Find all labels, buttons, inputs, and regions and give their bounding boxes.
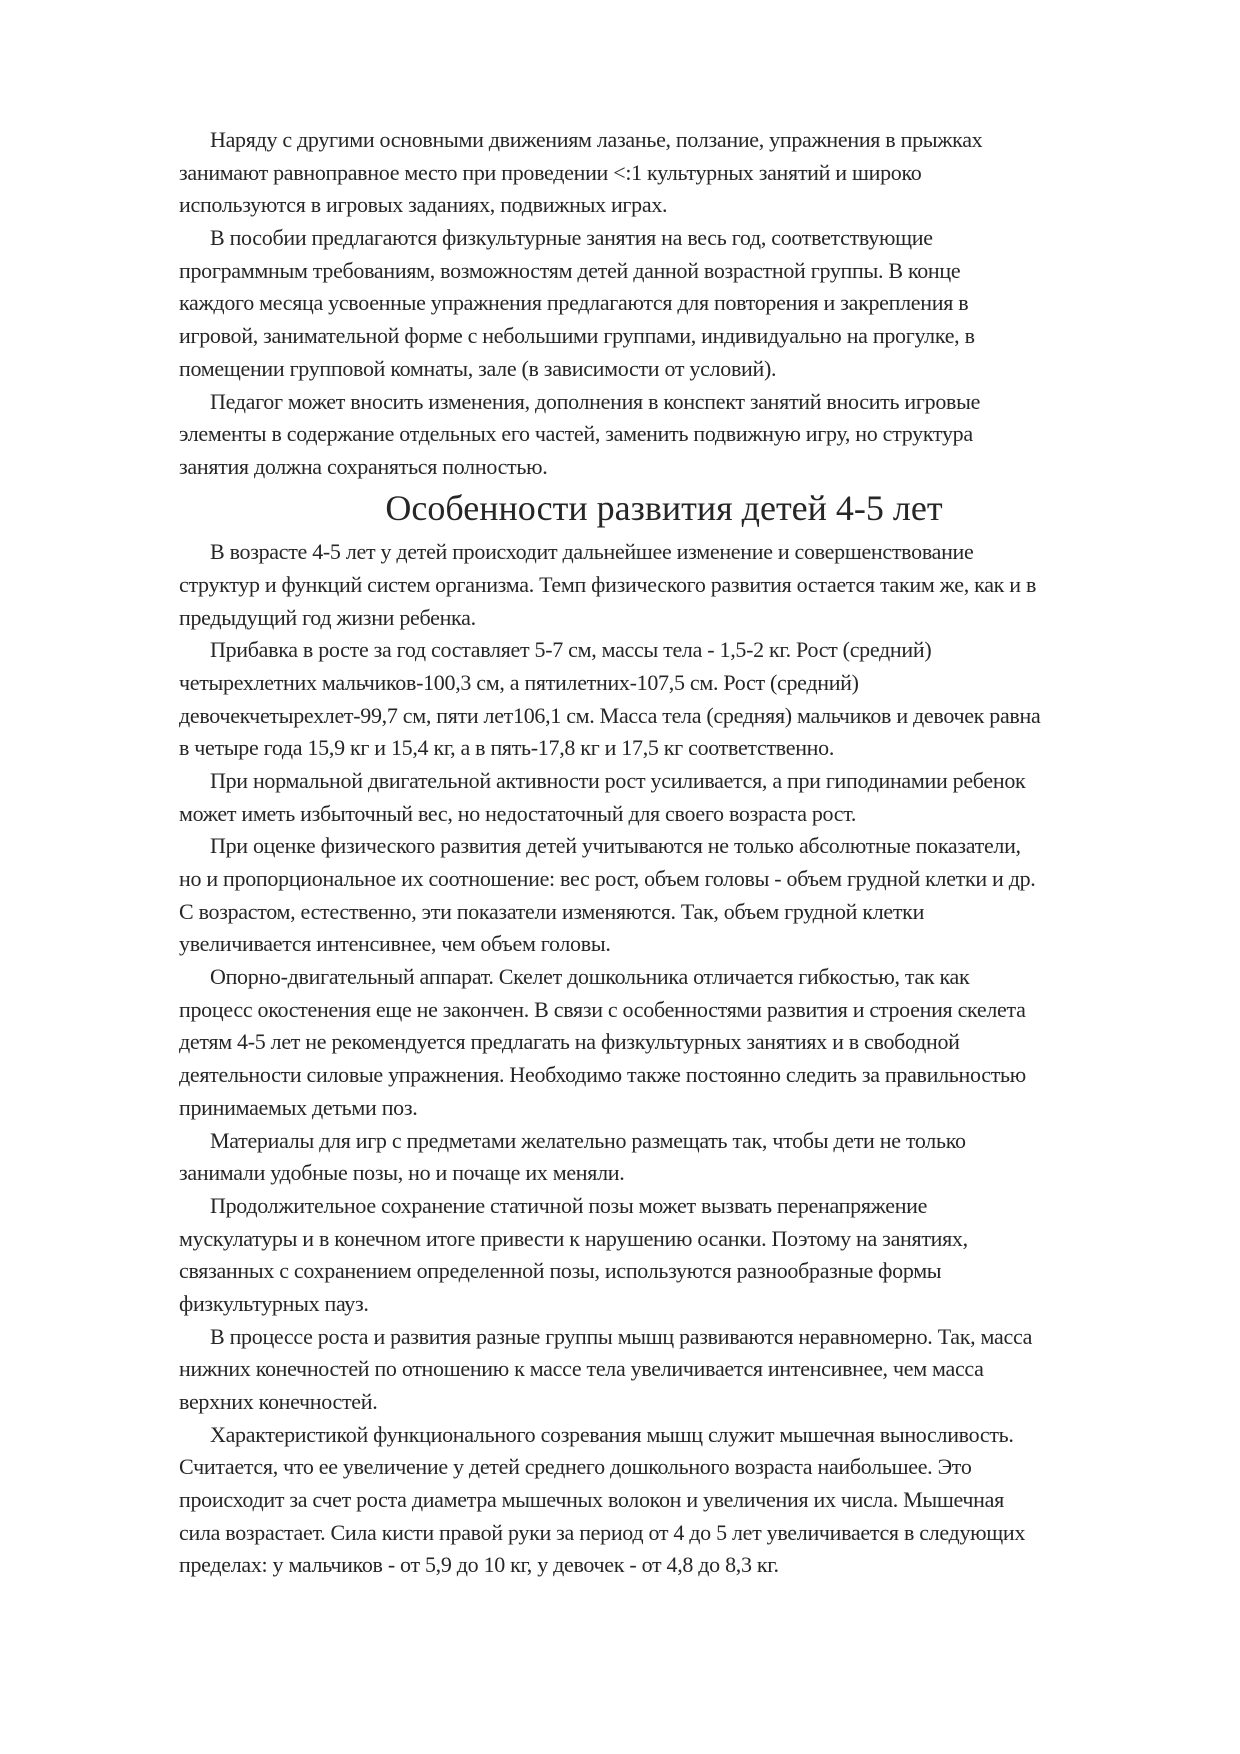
paragraph-line: физкультурных пауз.: [179, 1290, 369, 1316]
heading-text: Особенности развития детей 4-5 лет: [385, 487, 943, 528]
paragraph: [179, 1321, 1169, 1419]
paragraph-line: в четыре года 15,9 кг и 15,4 кг, а в пять-17,8 кг и 17,5 кг соответственно.: [179, 735, 835, 761]
paragraph-line: структур и функций систем организма. Темп физического развития остается таким же, как и в: [179, 571, 1037, 597]
paragraph-line: принимаемых детьми поз.: [179, 1094, 418, 1120]
paragraph-line: При нормальной двигательной активности рост усиливается, а при гиподинамии ребенок: [210, 767, 1026, 793]
paragraph-line: элементы в содержание отдельных его частей, заменить подвижную игру, но структура: [179, 421, 973, 447]
paragraph-line: В пособии предлагаются физкультурные занятия на весь год, соответствующие: [210, 225, 933, 251]
paragraph-line: Опорно-двигательный аппарат. Скелет дошкольника отличается гибкостью, так как: [210, 964, 970, 990]
paragraph-line: пределах: у мальчиков - от 5,9 до 10 кг, у девочек - от 4,8 до 8,3 кг.: [179, 1552, 779, 1578]
paragraph-line: процесс окостенения еще не закончен. В связи с особенностями развития и строения скелета: [179, 996, 1026, 1022]
paragraph: [179, 961, 1169, 1124]
paragraph-line: занимали удобные позы, но и почаще их меняли.: [179, 1160, 625, 1186]
paragraph-line: детям 4-5 лет не рекомендуется предлагать на физкультурных занятиях и в свободной: [179, 1029, 960, 1055]
paragraph-line: но и пропорциональное их соотношение: вес рост, объем головы - объем грудной клетки и др.: [179, 866, 1036, 892]
document-page: [179, 124, 1169, 1582]
paragraph: [179, 124, 1169, 222]
paragraph-line: предыдущий год жизни ребенка.: [179, 604, 476, 630]
paragraph: [179, 765, 1169, 830]
paragraph: [179, 1419, 1169, 1582]
paragraph-line: может иметь избыточный вес, но недостаточный для своего возраста рост.: [179, 800, 857, 826]
paragraph-line: Наряду с другими основными движениям лазанье, ползание, упражнения в прыжках: [210, 127, 983, 152]
paragraph: [179, 1190, 1169, 1321]
paragraph: [179, 1125, 1169, 1190]
paragraph: [179, 536, 1169, 634]
paragraph-line: Продолжительное сохранение статичной позы может вызвать перенапряжение: [210, 1192, 928, 1218]
paragraph-line: В возрасте 4-5 лет у детей происходит дальнейшее изменение и совершенствование: [210, 539, 974, 565]
paragraph-line: Характеристикой функционального созревания мышц служит мышечная выносливость.: [210, 1421, 1014, 1447]
paragraph-line: Считается, что ее увеличение у детей среднего дошкольного возраста наибольшее. Это: [179, 1454, 972, 1480]
paragraph-line: занятия должна сохраняться полностью.: [179, 453, 548, 479]
paragraph-line: игровой, занимательной форме с небольшими группами, индивидуально на прогулке, в: [179, 323, 975, 349]
paragraph-line: используются в игровых заданиях, подвижных играх.: [179, 192, 668, 218]
paragraph: [179, 386, 1169, 484]
paragraph-line: В процессе роста и развития разные группы мышц развиваются неравномерно. Так, масса: [210, 1323, 1033, 1349]
paragraph-line: С возрастом, естественно, эти показатели изменяются. Так, объем грудной клетки: [179, 898, 925, 924]
paragraph-line: Прибавка в росте за год составляет 5-7 см, массы тела - 1,5-2 кг. Рост (средний): [210, 637, 932, 663]
paragraph-line: верхних конечностей.: [179, 1389, 378, 1415]
paragraph-line: нижних конечностей по отношению к массе тела увеличивается интенсивнее, чем масса: [179, 1356, 984, 1382]
paragraph-line: занимают равноправное место при проведении <:1 культурных занятий и широко: [179, 159, 922, 185]
paragraph-line: мускулатуры и в конечном итоге привести к нарушению осанки. Поэтому на занятиях,: [179, 1225, 968, 1251]
paragraph: [179, 830, 1169, 961]
paragraph-line: программным требованиям, возможностям детей данной возрастной группы. В конце: [179, 257, 961, 283]
paragraph-line: происходит за счет роста диаметра мышечных волокон и увеличения их числа. Мышечная: [179, 1487, 1004, 1513]
paragraph-line: сила возрастает. Сила кисти правой руки за период от 4 до 5 лет увеличивается в следующих: [179, 1519, 1026, 1545]
paragraph: [179, 634, 1169, 765]
paragraph-line: увеличивается интенсивнее, чем объем головы.: [179, 931, 611, 957]
paragraph-line: каждого месяца усвоенные упражнения предлагаются для повторения и закрепления в: [179, 290, 969, 316]
paragraph-line: деятельности силовые упражнения. Необходимо также постоянно следить за правильностью: [179, 1062, 1026, 1088]
paragraph: [179, 222, 1169, 385]
paragraph-line: девочекчетырехлет-99,7 см, пяти лет106,1 см. Масса тела (средняя) мальчиков и девочек равна: [179, 702, 1041, 728]
paragraph-line: Материалы для игр с предметами желательно размещать так, чтобы дети не только: [210, 1127, 966, 1153]
paragraph-line: помещении групповой комнаты, зале (в зависимости от условий).: [179, 355, 777, 381]
paragraph-line: четырехлетних мальчиков-100,3 см, а пятилетних-107,5 см. Рост (средний): [179, 669, 859, 695]
paragraph-line: связанных с сохранением определенной позы, используются разнообразные формы: [179, 1258, 942, 1284]
section-heading: [179, 484, 1169, 537]
paragraph-line: При оценке физического развития детей учитываются не только абсолютные показатели,: [210, 833, 1021, 859]
paragraph-line: Педагог может вносить изменения, дополнения в конспект занятий вносить игровые: [210, 388, 981, 414]
